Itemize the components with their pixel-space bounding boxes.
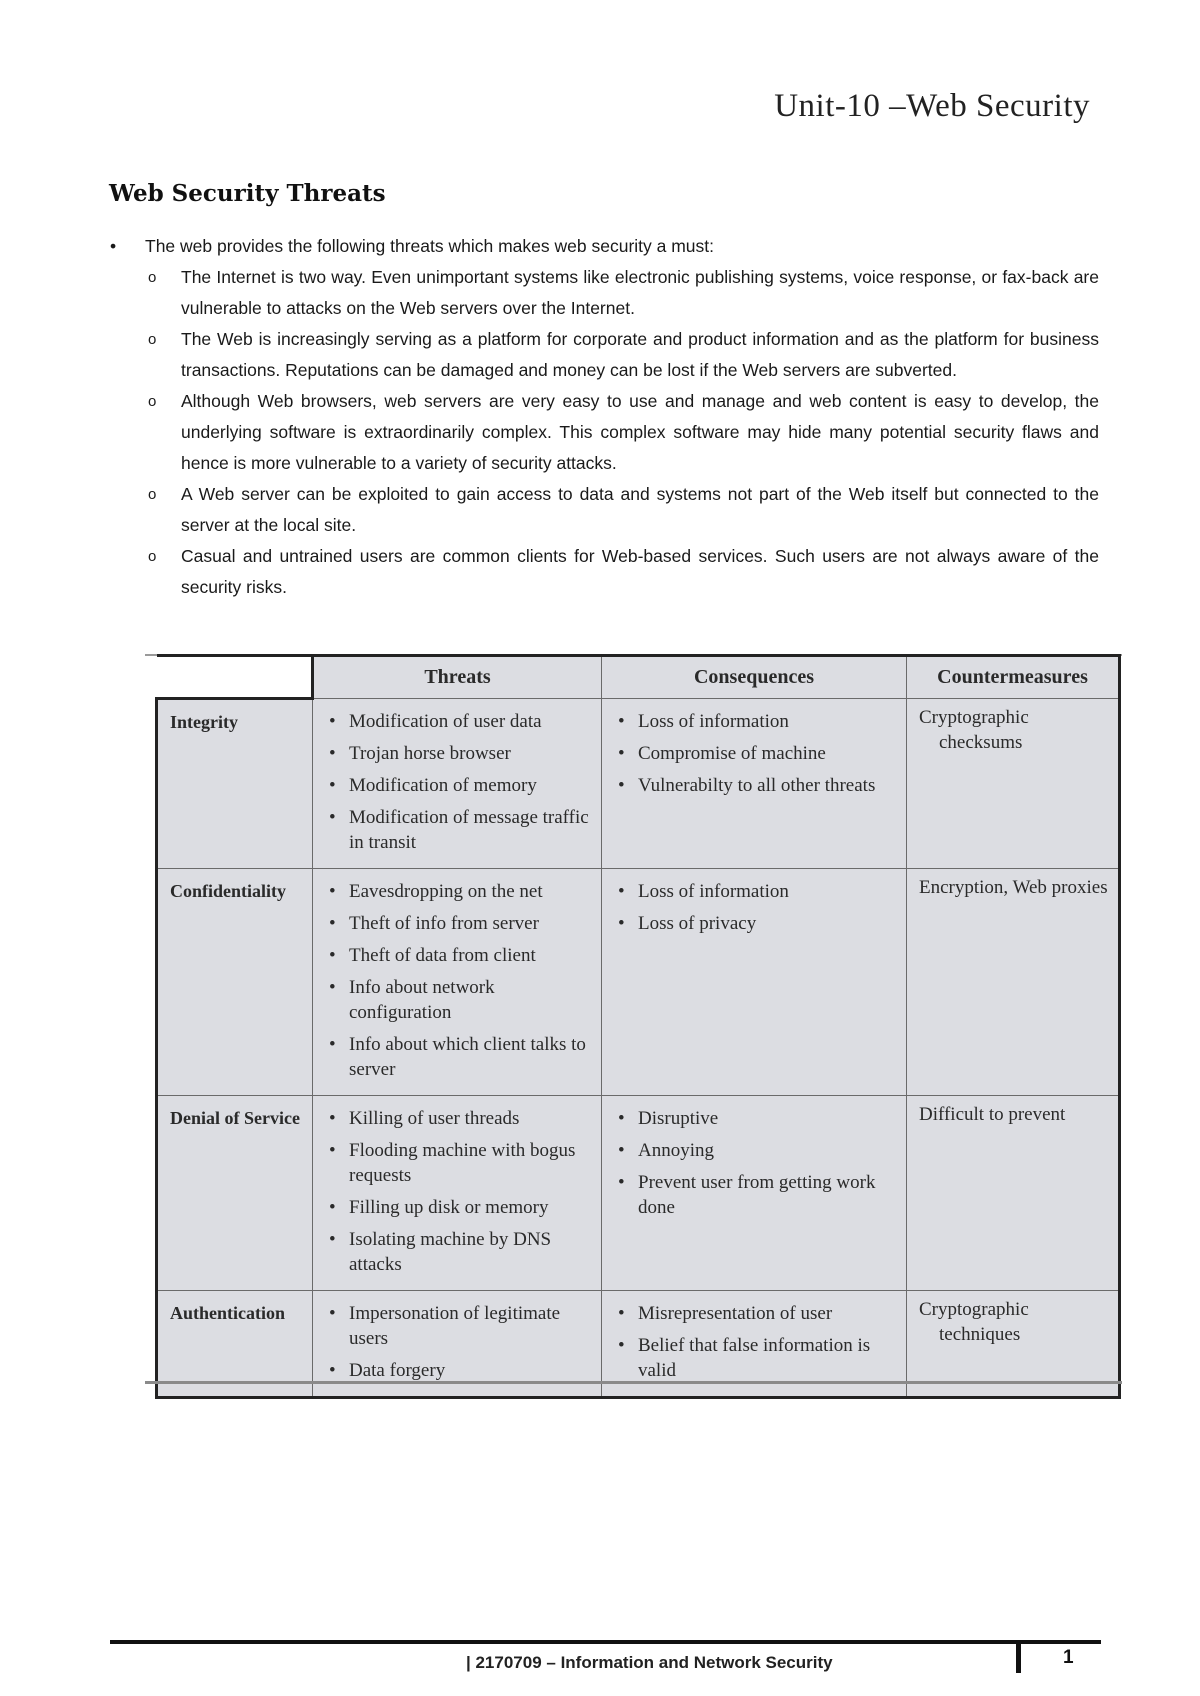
list-item: • Loss of information	[614, 879, 898, 904]
list-item: • Loss of information	[614, 709, 898, 734]
header-consequences: Consequences	[602, 656, 907, 699]
list-item: • Vulnerabilty to all other threats	[614, 773, 898, 798]
list-item: • Data forgery	[325, 1358, 593, 1383]
threats-table	[155, 654, 1121, 1399]
list-item: • Loss of privacy	[614, 911, 898, 936]
header-threats: Threats	[313, 656, 602, 699]
row-category: Authentication	[157, 1291, 313, 1398]
page-number: 1	[1063, 1647, 1074, 1668]
sub-marker: o	[148, 548, 157, 565]
sub-marker: o	[148, 331, 157, 348]
intro-content	[109, 231, 1099, 603]
unit-title: Unit-10 –Web Security	[774, 88, 1090, 124]
list-item: • Info about which client talks to server	[325, 1032, 593, 1082]
sub-marker: o	[148, 393, 157, 410]
list-item: • Info about network configuration	[325, 975, 593, 1025]
list-item: • Disruptive	[614, 1106, 898, 1131]
list-item: • Flooding machine with bogus requests	[325, 1138, 593, 1188]
intro-text: The web provides the following threats which makes web security a must:	[145, 236, 715, 256]
sub-marker: o	[148, 269, 157, 286]
list-item: • Killing of user threads	[325, 1106, 593, 1131]
list-item: • Misrepresentation of user	[614, 1301, 898, 1326]
list-item: o A Web server can be exploited to gain access to data and systems not part of the Web itself but connected to the server at the local site.	[109, 479, 1099, 541]
section-title: Web Security Threats	[109, 180, 386, 207]
footer-course: | 2170709 – Information and Network Security	[466, 1653, 833, 1672]
threats-table-figure	[145, 654, 1122, 1381]
list-item: o The Web is increasingly serving as a platform for corporate and product information and as the platform for business transactions. Reputations can be damaged and money can be lost if the Web servers are subverted.	[109, 324, 1099, 386]
table-row	[157, 699, 1120, 869]
threat-points-list	[109, 262, 1099, 603]
table-row	[157, 869, 1120, 1096]
countermeasure-cell: Cryptographic techniques	[907, 1291, 1120, 1398]
list-item: o The Internet is two way. Even unimportant systems like electronic publishing systems, voice response, or fax-back are vulnerable to attacks on the Web servers over the Internet.	[109, 262, 1099, 324]
intro-bullet	[109, 231, 1099, 262]
table-header-row	[157, 656, 1120, 699]
row-category: Denial of Service	[157, 1096, 313, 1291]
list-item: • Eavesdropping on the net	[325, 879, 593, 904]
row-category: Confidentiality	[157, 869, 313, 1096]
list-item: • Theft of info from server	[325, 911, 593, 936]
countermeasure-cell: Encryption, Web proxies	[907, 869, 1120, 1096]
corner-cell	[157, 656, 313, 699]
threats-cell	[313, 1096, 602, 1291]
threats-cell	[313, 869, 602, 1096]
table-row	[157, 1096, 1120, 1291]
threats-cell	[313, 699, 602, 869]
list-item: • Theft of data from client	[325, 943, 593, 968]
list-item: • Modification of user data	[325, 709, 593, 734]
consequences-cell	[602, 699, 907, 869]
consequences-cell	[602, 869, 907, 1096]
header-countermeasures: Countermeasures	[907, 656, 1120, 699]
list-item: • Isolating machine by DNS attacks	[325, 1227, 593, 1277]
list-item: • Trojan horse browser	[325, 741, 593, 766]
list-item: • Compromise of machine	[614, 741, 898, 766]
list-item: • Annoying	[614, 1138, 898, 1163]
list-item: • Modification of memory	[325, 773, 593, 798]
list-item: o Although Web browsers, web servers are very easy to use and manage and web content is easy to develop, the underlying software is extraordinarily complex. This complex software may hide many potential security flaws and hence is more vulnerable to a variety of security attacks.	[109, 386, 1099, 479]
list-item: o Casual and untrained users are common clients for Web-based services. Such users are not always aware of the security risks.	[109, 541, 1099, 603]
list-item: • Filling up disk or memory	[325, 1195, 593, 1220]
table-bottom-rule	[145, 1381, 1122, 1384]
countermeasure-cell: Cryptographic checksums	[907, 699, 1120, 869]
bullet-marker: •	[110, 236, 117, 256]
list-item: • Modification of message traffic in transit	[325, 805, 593, 855]
list-item: • Impersonation of legitimate users	[325, 1301, 593, 1351]
row-category: Integrity	[157, 699, 313, 869]
list-item: • Prevent user from getting work done	[614, 1170, 898, 1220]
footer-divider	[1016, 1643, 1021, 1673]
consequences-cell	[602, 1096, 907, 1291]
list-item: • Belief that false information is valid	[614, 1333, 898, 1383]
sub-marker: o	[148, 486, 157, 503]
footer-rule	[110, 1640, 1101, 1644]
countermeasure-cell: Difficult to prevent	[907, 1096, 1120, 1291]
